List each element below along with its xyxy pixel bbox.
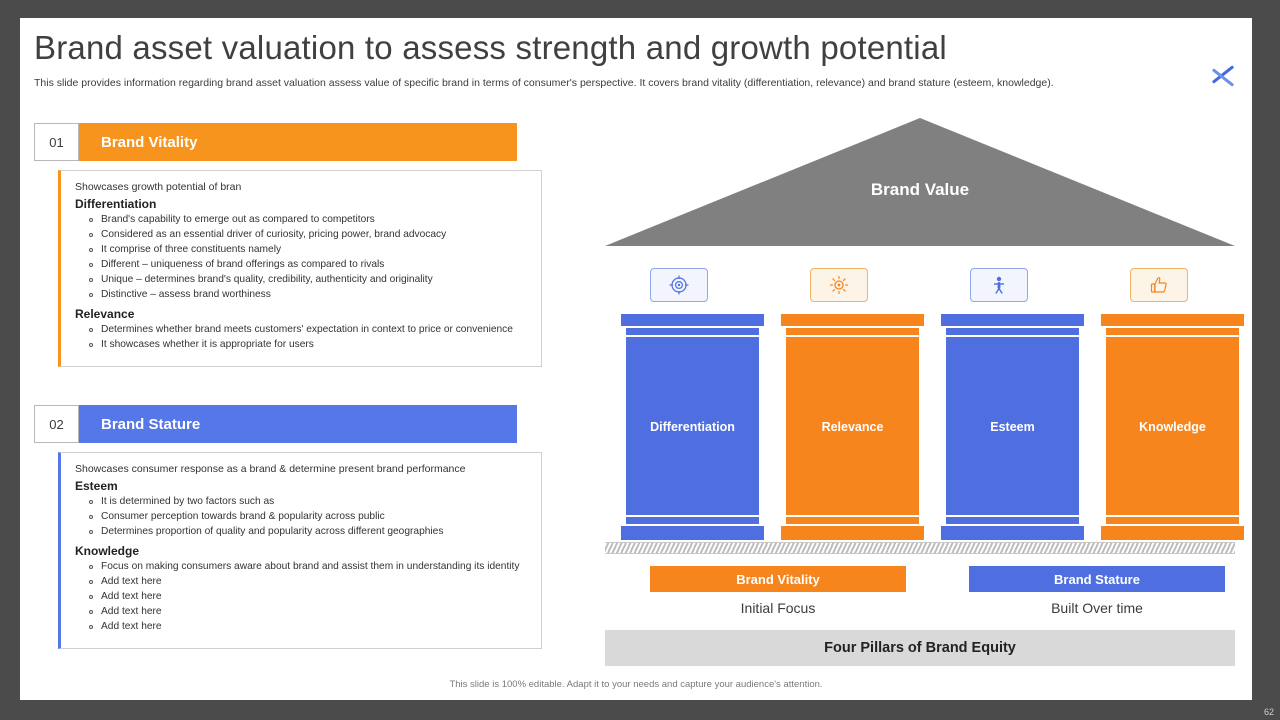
list-item: Different – uniqueness of brand offerings as compared to rivals bbox=[89, 258, 529, 273]
section-header bbox=[34, 130, 554, 160]
list-item: Brand's capability to emerge out as compared to competitors bbox=[89, 213, 529, 228]
section-number: 02 bbox=[34, 405, 79, 443]
pillar-knowledge bbox=[1101, 314, 1244, 542]
slide-footnote: This slide is 100% editable. Adapt it to your needs and capture your audience's attention. bbox=[449, 679, 823, 690]
ground-hatch bbox=[605, 542, 1235, 554]
roof-shape bbox=[605, 118, 1235, 253]
pillar-icon-row bbox=[605, 268, 1235, 304]
list-item: Add text here bbox=[89, 590, 529, 605]
bullet-list-knowledge bbox=[75, 560, 529, 635]
list-item: Distinctive – assess brand worthiness bbox=[89, 288, 529, 303]
slide-canvas bbox=[20, 18, 1252, 700]
person-icon bbox=[970, 268, 1028, 302]
pillar-label: Knowledge bbox=[1139, 420, 1206, 434]
list-item: Focus on making consumers aware about brand and assist them in understanding its identity bbox=[89, 560, 529, 575]
bullet-list-esteem bbox=[75, 495, 529, 540]
pillar-label: Esteem bbox=[990, 420, 1035, 434]
diagram-footer-band: Four Pillars of Brand Equity bbox=[605, 630, 1235, 666]
list-item: Unique – determines brand's quality, credibility, authenticity and originality bbox=[89, 273, 529, 288]
pillar-esteem bbox=[941, 314, 1084, 542]
thumbs-up-icon bbox=[1130, 268, 1188, 302]
accent-mark-icon bbox=[1206, 60, 1242, 90]
page-number: 62 bbox=[1263, 707, 1274, 717]
pillars-group bbox=[605, 314, 1235, 544]
target-icon bbox=[650, 268, 708, 302]
category-row bbox=[605, 566, 1235, 594]
brand-equity-diagram bbox=[605, 118, 1235, 678]
category-brand-vitality: Brand Vitality bbox=[650, 566, 906, 592]
section-brand-vitality bbox=[34, 130, 554, 160]
section-body-brand-stature bbox=[58, 452, 542, 649]
subsection-heading-relevance: Relevance bbox=[75, 306, 135, 321]
category-caption-built-over-time: Built Over time bbox=[1051, 600, 1143, 616]
bullet-list-differentiation bbox=[75, 213, 529, 303]
subsection-heading-knowledge: Knowledge bbox=[75, 543, 140, 558]
list-item: It showcases whether it is appropriate for users bbox=[89, 338, 529, 353]
list-item: Add text here bbox=[89, 575, 529, 590]
list-item: It is determined by two factors such as bbox=[89, 495, 529, 510]
list-item: Considered as an essential driver of curiosity, pricing power, brand advocacy bbox=[89, 228, 529, 243]
section-brand-stature bbox=[34, 412, 554, 442]
section-title-bar: Brand Vitality bbox=[79, 123, 517, 161]
category-brand-stature: Brand Stature bbox=[969, 566, 1225, 592]
subsection-heading-esteem: Esteem bbox=[75, 479, 118, 493]
pillar-differentiation bbox=[621, 314, 764, 542]
section-lead: Showcases growth potential of bran bbox=[75, 181, 242, 193]
pillar-relevance bbox=[781, 314, 924, 542]
pillar-label: Relevance bbox=[821, 420, 884, 434]
pillar-label: Differentiation bbox=[650, 420, 735, 434]
bullet-list-relevance bbox=[75, 323, 529, 353]
subsection-heading-differentiation: Differentiation bbox=[75, 197, 157, 211]
section-header bbox=[34, 412, 554, 442]
section-title-bar: Brand Stature bbox=[79, 405, 517, 443]
section-number: 01 bbox=[34, 123, 79, 161]
category-caption-initial-focus: Initial Focus bbox=[740, 600, 816, 616]
list-item: It comprise of three constituents namely bbox=[89, 243, 529, 258]
list-item: Consumer perception towards brand & popularity across public bbox=[89, 510, 529, 525]
list-item: Determines whether brand meets customers' expectation in context to price or convenience bbox=[89, 323, 529, 338]
gear-sun-icon bbox=[810, 268, 868, 302]
section-lead: Showcases consumer response as a brand & determine present brand performance bbox=[75, 463, 466, 475]
list-item: Determines proportion of quality and popularity across different geographies bbox=[89, 525, 529, 540]
roof-label: Brand Value bbox=[870, 180, 970, 199]
section-body-brand-vitality bbox=[58, 170, 542, 367]
list-item: Add text here bbox=[89, 620, 529, 635]
slide-subtitle: This slide provides information regarding brand asset valuation assess value of specific brand in terms of consumer's perspective. It covers brand vitality (differentiation, relevance) and brand stature (esteem, knowledge). bbox=[34, 77, 1054, 89]
list-item: Add text here bbox=[89, 605, 529, 620]
page-title: Brand asset valuation to assess strength and growth potential bbox=[34, 29, 947, 66]
